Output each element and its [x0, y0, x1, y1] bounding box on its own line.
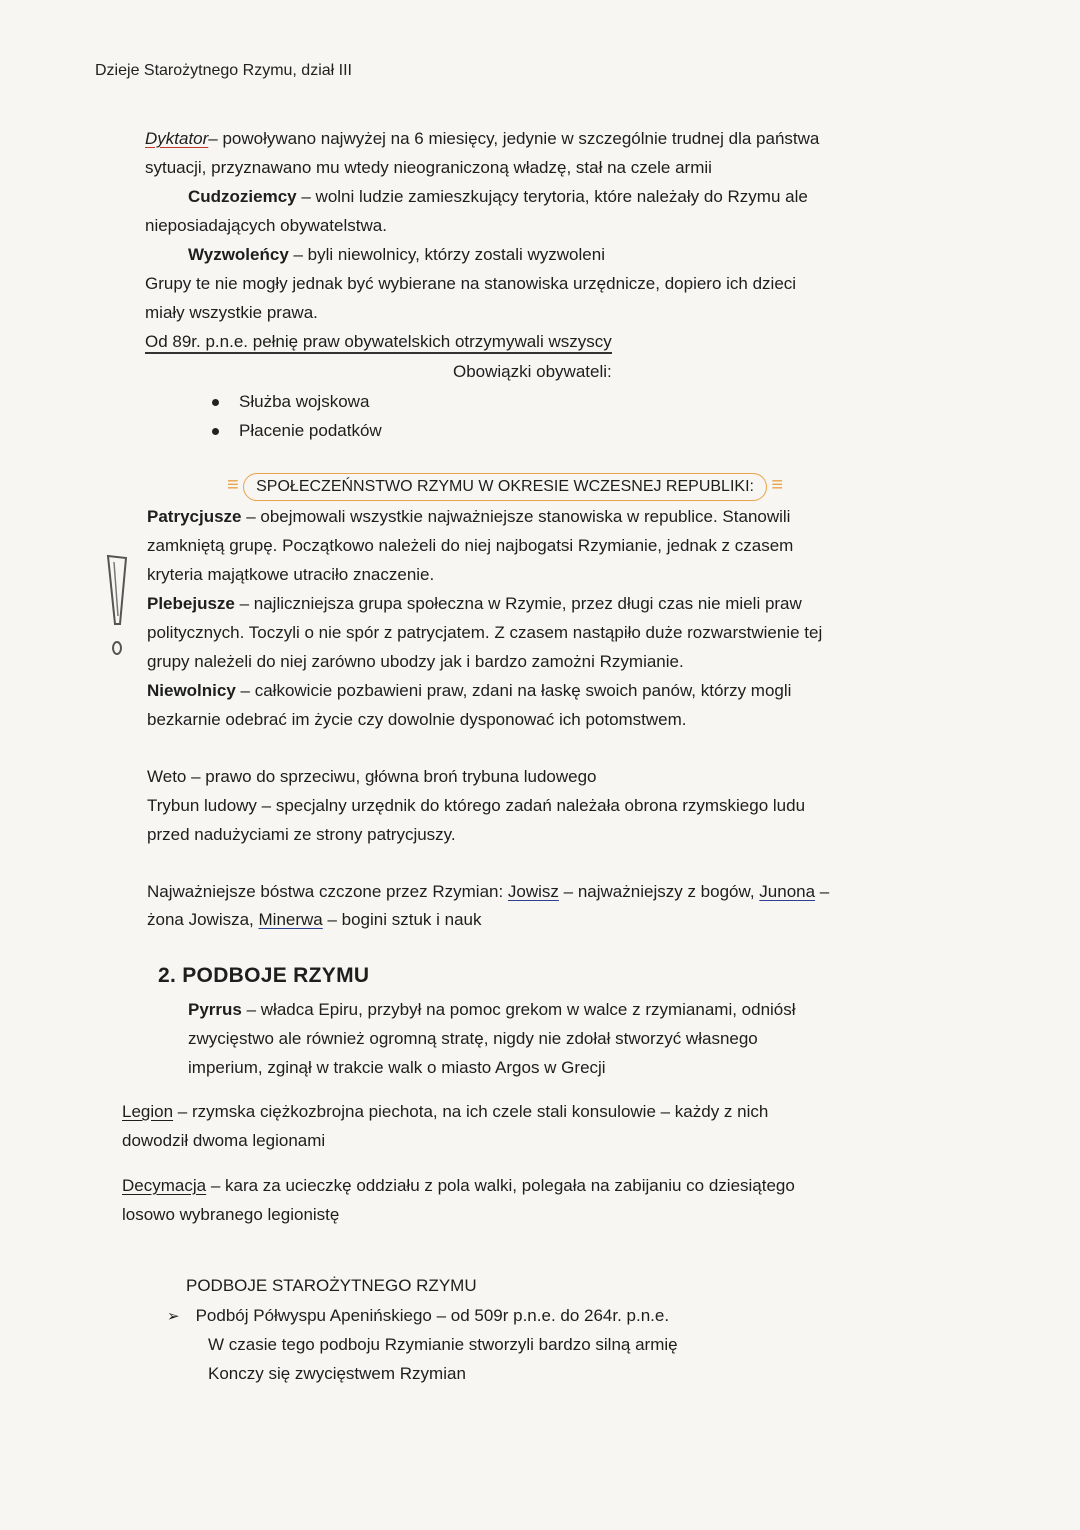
dyktator-line-1	[145, 124, 819, 153]
gods-line-1	[147, 877, 829, 906]
decymacja-line-2: losowo wybranego legionistę	[122, 1205, 340, 1224]
duty-item	[212, 387, 369, 416]
junona-term: Junona	[759, 882, 816, 901]
duties-title: Obowiązki obywateli:	[453, 362, 612, 381]
jowisz-desc: – najważniejszy z bogów,	[558, 882, 760, 901]
dyktator-term: Dyktator	[145, 129, 209, 148]
patrycjusze-line-2: zamkniętą grupę. Początkowo należeli do niej najbogatsi Rzymianie, jednak z czasem	[147, 536, 794, 555]
cudzoziemcy-term: Cudzoziemcy	[188, 187, 297, 206]
pyrrus-line-1	[188, 995, 796, 1024]
niewolnicy-line-2: bezkarnie odebrać im życie czy dowolnie dysponować ich potomstwem.	[147, 710, 687, 729]
legion-term: Legion	[122, 1102, 174, 1121]
bullet-icon	[212, 428, 219, 435]
patrycjusze-text-1: – obejmowali wszystkie najważniejsze stanowiska w republice. Stanowili	[241, 507, 791, 526]
groups-line-1: Grupy te nie mogły jednak być wybierane na stanowiska urzędnicze, dopiero ich dzieci	[145, 274, 797, 293]
groups-line-2: miały wszystkie prawa.	[145, 303, 318, 322]
duty-item	[212, 416, 382, 445]
conquest-line-2: W czasie tego podboju Rzymianie stworzyli bardzo silną armię	[208, 1335, 678, 1354]
duty-label: Służba wojskowa	[239, 392, 370, 411]
niewolnicy-term: Niewolnicy	[147, 681, 236, 700]
society-banner-wrap	[227, 473, 783, 501]
rights-line	[145, 327, 612, 356]
arrow-bullet-icon: ➢	[167, 1308, 180, 1325]
gods-line2-prefix: żona Jowisza,	[147, 910, 259, 929]
rights-text: Od 89r. p.n.e. pełnię praw obywatelskich otrzymywali wszyscy	[145, 332, 612, 354]
conquest-label: Podbój Półwyspu Apenińskiego – od 509r p.n.e. do 264r. p.n.e.	[195, 1306, 670, 1325]
gods-prefix: Najważniejsze bóstwa czczone przez Rzymian:	[147, 882, 508, 901]
patrycjusze-term: Patrycjusze	[147, 507, 242, 526]
minerwa-term: Minerwa	[258, 910, 323, 929]
plebejusze-line-1	[147, 589, 802, 618]
sun-ray-left-icon: ≡	[227, 474, 239, 496]
dyktator-line-2: sytuacji, przyznawano mu wtedy nieograniczoną władzę, stał na czele armii	[145, 158, 712, 177]
wyzwolency-line	[188, 240, 605, 269]
conquest-line-3: Konczy się zwycięstwem Rzymian	[208, 1364, 466, 1383]
pyrrus-line-3: imperium, zginął w trakcie walk o miasto Argos w Grecji	[188, 1058, 606, 1077]
wyzwolency-text: – byli niewolnicy, którzy zostali wyzwoleni	[288, 245, 605, 264]
conquest-item	[167, 1301, 669, 1331]
page-header: Dzieje Starożytnego Rzymu, dział III	[95, 62, 352, 79]
patrycjusze-line-1	[147, 502, 790, 531]
legion-line-1	[122, 1097, 768, 1126]
plebejusze-term: Plebejusze	[147, 594, 235, 613]
trybun-line-1: Trybun ludowy – specjalny urzędnik do którego zadań należała obrona rzymskiego ludu	[147, 796, 806, 815]
dyktator-text-1: – powoływano najwyżej na 6 miesięcy, jedynie w szczególnie trudnej dla państwa	[208, 129, 820, 148]
decymacja-term: Decymacja	[122, 1176, 207, 1195]
sun-ray-right-icon: ≡	[771, 474, 784, 496]
pyrrus-text-1: – władca Epiru, przybył na pomoc grekom w walce z rzymianami, odniósł	[241, 1000, 796, 1019]
pyrrus-term: Pyrrus	[188, 1000, 242, 1019]
pyrrus-line-2: zwycięstwo ale również ogromną stratę, nigdy nie zdołał stworzyć własnego	[188, 1029, 758, 1048]
wyzwolency-term: Wyzwoleńcy	[188, 245, 289, 264]
decymacja-line-1	[122, 1171, 795, 1200]
niewolnicy-text-1: – całkowicie pozbawieni praw, zdani na łaskę swoich panów, którzy mogli	[235, 681, 792, 700]
cudzoziemcy-line-2: nieposiadających obywatelstwa.	[145, 216, 387, 235]
patrycjusze-line-3: kryteria majątkowe utraciło znaczenie.	[147, 565, 435, 584]
bullet-icon	[212, 399, 219, 406]
society-banner: SPOŁECZEŃNSTWO RZYMU W OKRESIE WCZESNEJ REPUBLIKI:	[243, 473, 767, 501]
cudzoziemcy-line-1	[188, 182, 808, 211]
decymacja-text-1: – kara za ucieczkę oddziału z pola walki, polegała na zabijaniu co dziesiątego	[206, 1176, 795, 1195]
niewolnicy-line-1	[147, 676, 791, 705]
plebejusze-line-2: politycznych. Toczyli o nie spór z patrycjatem. Z czasem nastąpiło duże rozwarstwienie tej	[147, 623, 823, 642]
section-2-heading: 2. PODBOJE RZYMU	[158, 964, 370, 987]
legion-line-2: dowodził dwoma legionami	[122, 1131, 326, 1150]
jowisz-term: Jowisz	[507, 882, 559, 901]
plebejusze-line-3: grupy należeli do niej zarówno ubodzy jak i bardzo zamożni Rzymianie.	[147, 652, 684, 671]
trybun-line-2: przed nadużyciami ze strony patrycjuszy.	[147, 825, 456, 844]
minerwa-desc: – bogini sztuk i nauk	[322, 910, 482, 929]
weto-line: Weto – prawo do sprzeciwu, główna broń trybuna ludowego	[147, 767, 597, 786]
duty-label: Płacenie podatków	[239, 421, 382, 440]
conquests-title: PODBOJE STAROŻYTNEGO RZYMU	[186, 1276, 477, 1295]
legion-text-1: – rzymska ciężkozbrojna piechota, na ich czele stali konsulowie – każdy z nich	[173, 1102, 769, 1121]
plebejusze-text-1: – najliczniejsza grupa społeczna w Rzymie, przez długi czas nie mieli praw	[234, 594, 802, 613]
gods-line-2	[147, 905, 482, 934]
junona-desc: –	[815, 882, 830, 901]
cudzoziemcy-text-1: – wolni ludzie zamieszkujący terytoria, które należały do Rzymu ale	[296, 187, 808, 206]
exclamation-doodle-icon	[102, 552, 132, 660]
